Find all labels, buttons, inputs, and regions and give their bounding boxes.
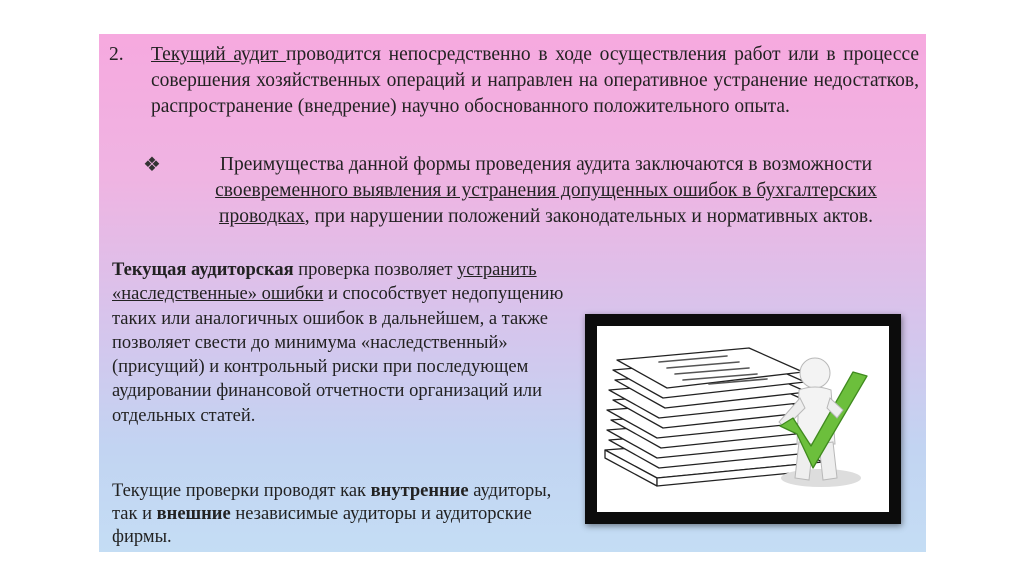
item-number: 2. bbox=[109, 44, 124, 65]
paragraph-current-audit bbox=[151, 42, 919, 120]
advantages-underlined: своевременного выявления и устранения допущенных ошибок в бухгалтерских проводках bbox=[215, 180, 877, 227]
paragraph-current-audit-check bbox=[112, 258, 572, 428]
advantages-text-start: Преимущества данной формы проведения аудита заключаются в возможности bbox=[219, 154, 873, 175]
paragraph-current-audit-text: проводится непосредственно в ходе осуществления работ или в процессе совершения хозяйственных операций и направлен на оперативное устранение недостатков, распространение (внедрение) научно обоснованного положительного опыта. bbox=[151, 44, 919, 117]
document-stack-with-checkmark-illustration bbox=[597, 326, 889, 512]
paragraph2-underlined: устранить «наследственные» ошибки bbox=[112, 260, 537, 305]
term-external: внешние bbox=[156, 504, 231, 524]
paragraph2-text-2: и способствует недопущению таких или аналогичных ошибок в дальнейшем, а также позволяет свести до минимума «наследственный» (присущий) и контрольный риски при последующем аудировании финансовой отчетности организаций или отдельных статей. bbox=[112, 284, 564, 426]
advantages-text-end: , при нарушении положений законодательных и нормативных актов. bbox=[304, 206, 873, 227]
illustration bbox=[597, 326, 889, 512]
paragraph2-text-1: проверка позволяет bbox=[293, 260, 458, 280]
advantages-bullet bbox=[186, 152, 906, 230]
term-current-audit-check: Текущая аудиторская bbox=[112, 260, 294, 280]
paragraph3-text-3: независимые аудиторы и аудиторские фирмы. bbox=[112, 504, 532, 547]
term-internal: внутренние bbox=[370, 481, 469, 501]
paragraph3-text-2: аудиторы, так и bbox=[112, 481, 552, 524]
illustration-frame bbox=[585, 314, 901, 524]
slide bbox=[99, 34, 926, 552]
paragraph-auditors bbox=[112, 480, 572, 549]
diamond-bullet-icon: ❖ bbox=[143, 154, 161, 176]
term-current-audit: Текущий аудит bbox=[151, 44, 287, 65]
paragraph3-text-1: Текущие проверки проводят как bbox=[112, 481, 371, 501]
